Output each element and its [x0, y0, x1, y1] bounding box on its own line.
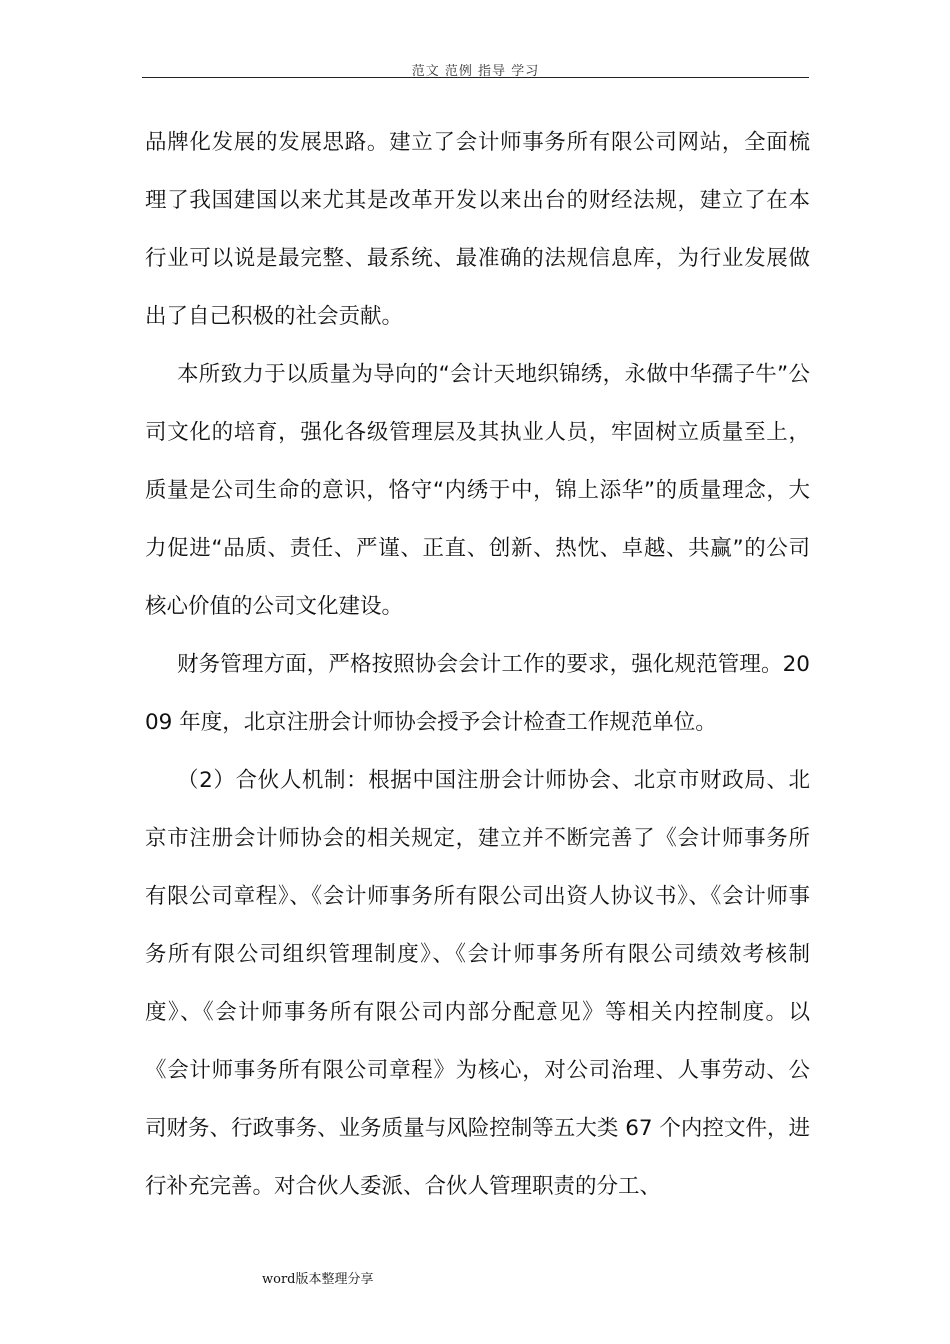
page-header: 范文 范例 指导 学习 [411, 64, 540, 79]
paragraph-3: 财务管理方面，严格按照协会会计工作的要求，强化规范管理。2009 年度，北京注册会计师协会授予会计检查工作规范单位。 [145, 652, 810, 735]
page-footer: word版本整理分享 [262, 1272, 374, 1287]
document-body [145, 114, 810, 1216]
paragraph-1: 品牌化发展的发展思路。建立了会计师事务所有限公司网站，全面梳理了我国建国以来尤其是改革开发以来出台的财经法规，建立了在本行业可以说是最完整、最系统、最准确的法规信息库，为行业发展做出了自己积极的社会贡献。 [145, 130, 810, 329]
paragraph-4: （2）合伙人机制：根据中国注册会计师协会、北京市财政局、北京市注册会计师协会的相关规定，建立并不断完善了《会计师事务所有限公司章程》、《会计师事务所有限公司出资人协议书》、《会计师事务所有限公司组织管理制度》、《会计师事务所有限公司绩效考核制度》、《会计师事务所有限公司内部分配意见》等相关内控制度。以《会计师事务所有限公司章程》为核心，对公司治理、人事劳动、公司财务、行政事务、业务质量与风险控制等五大类 67 个内控文件，进行补充完善。对合伙人委派、合伙人管理职责的分工、 [145, 768, 810, 1199]
paragraph-2: 本所致力于以质量为导向的“会计天地织锦绣，永做中华孺子牛”公司文化的培育，强化各级管理层及其执业人员，牢固树立质量至上，质量是公司生命的意识，恪守“内绣于中，锦上添华”的质量理念，大力促进“品质、责任、严谨、正直、创新、热忱、卓越、共赢”的公司核心价值的公司文化建设。 [145, 362, 810, 619]
header-divider [142, 77, 809, 78]
